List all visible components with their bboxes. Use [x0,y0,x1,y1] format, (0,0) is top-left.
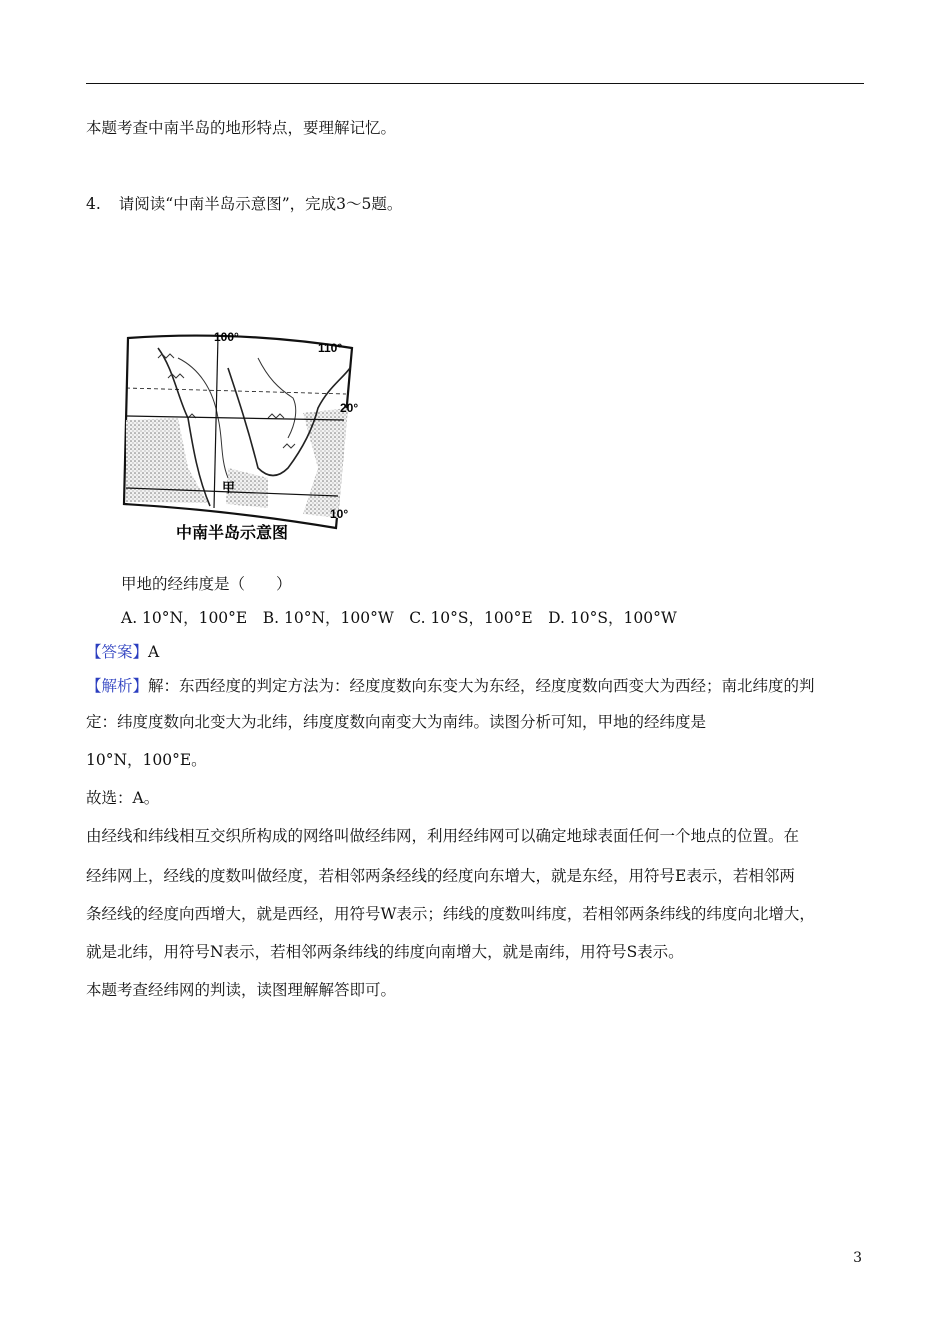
sub-question: 甲地的经纬度是（ ） [121,575,292,593]
analysis-line-3: 10°N，100°E。 [86,751,207,769]
answer-line [86,642,159,662]
text-line: 本题考查中南半岛的地形特点，要理解记忆。 [86,119,397,137]
label-10: 10° [330,507,349,521]
map-caption: 中南半岛示意图 [176,523,289,542]
page-number: 3 [853,1250,862,1266]
explain-line-5: 本题考查经纬网的判读，读图理解解答即可。 [86,981,397,999]
label-110: 110° [318,341,343,355]
analysis-line-4: 故选：A。 [86,789,160,807]
question-4 [86,194,402,214]
analysis-line-2: 定：纬度度数向北变大为北纬，纬度度数向南变大为南纬。读图分析可知，甲地的经纬度是 [86,713,707,731]
analysis-line-1 [86,676,815,696]
explain-line-4: 就是北纬，用符号N表示，若相邻两条纬线的纬度向南增大，就是南纬，用符号S表示。 [86,943,684,961]
label-100: 100° [214,330,239,344]
explain-line-2: 经纬网上，经线的度数叫做经度，若相邻两条经线的经度向东增大，就是东经，用符号E表示，若相邻两 [86,867,795,885]
label-20: 20° [340,401,359,415]
analysis-text: 解：东西经度的判定方法为：经度度数向东变大为东经，经度度数向西变大为西经；南北纬度的判 [148,677,815,695]
explain-line-3: 条经线的经度向西增大，就是西经，用符号W表示；纬线的度数叫纬度，若相邻两条纬线的纬度向北增大， [86,905,815,923]
answer-value: A [148,643,160,661]
question-text: 请阅读“中南半岛示意图”，完成3～5题。 [118,195,403,213]
explain-line-1: 由经线和纬线相互交织所构成的网络叫做经纬网，利用经纬网可以确定地球表面任何一个地点的位置。在 [86,827,800,845]
header-rule [86,83,864,84]
analysis-tag: 【解析】 [86,677,149,695]
indochina-map-figure [118,328,366,556]
answer-options: A. 10°N，100°E B. 10°N，100°W C. 10°S，100°E D. 10°S，100°W [121,609,677,627]
answer-tag: 【答案】 [86,643,149,661]
question-number: 4. [86,195,101,213]
label-jia: 甲 [222,481,236,496]
